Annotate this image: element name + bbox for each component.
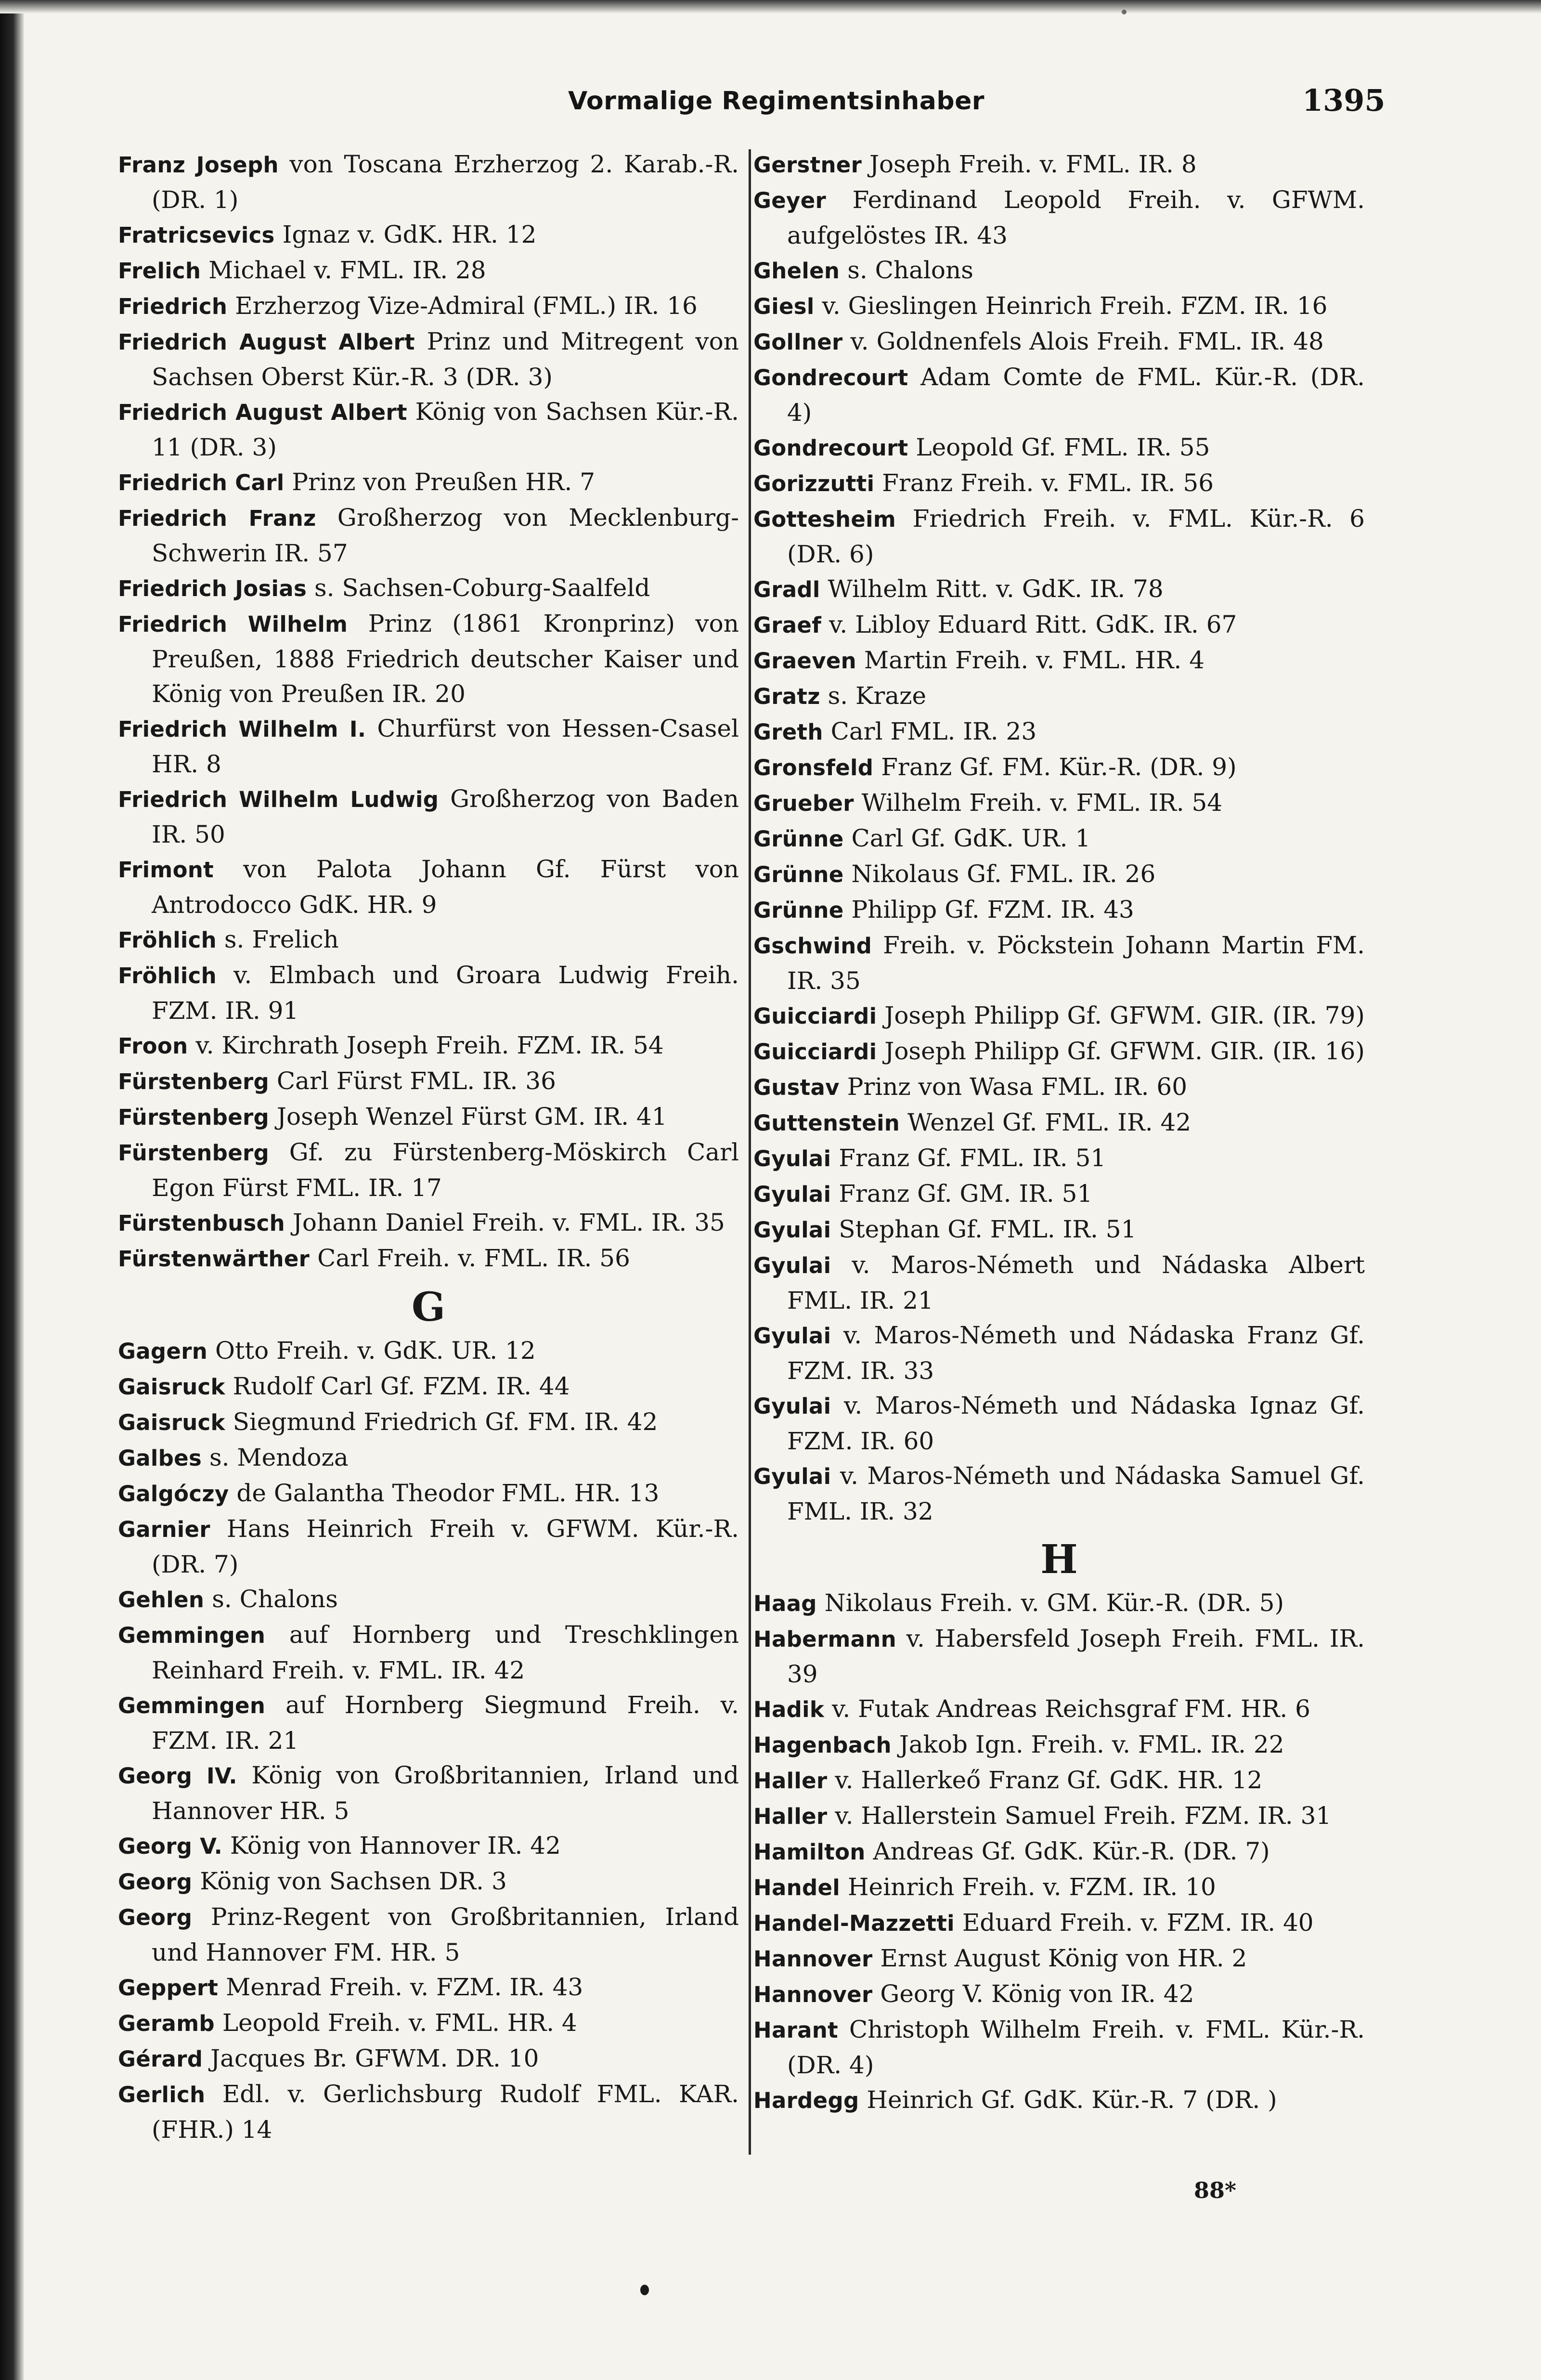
entry-headword: Gemmingen (118, 1693, 266, 1718)
entry-headword: Guttenstein (753, 1110, 900, 1136)
index-entry (753, 288, 1365, 324)
scan-edge-shadow (0, 0, 24, 2380)
index-entry (118, 1333, 739, 1369)
index-entry (753, 1141, 1365, 1176)
index-entry (118, 1828, 739, 1864)
index-entry (118, 571, 739, 606)
index-entry (753, 785, 1365, 821)
signature-mark: 88* (1194, 2177, 1237, 2203)
entry-text: Eduard Freih. v. FZM. IR. 40 (962, 1909, 1314, 1937)
entry-headword: Harant (753, 2017, 838, 2043)
entry-headword: Geyer (753, 188, 827, 213)
entry-headword: Haller (753, 1804, 828, 1829)
index-entry (118, 711, 739, 781)
index-entry (753, 998, 1365, 1034)
entry-text: Friedrich Freih. v. FML. Kür.-R. 6 (DR. 6) (787, 505, 1365, 568)
entry-headword: Georg (118, 1869, 193, 1895)
entry-headword: Hamilton (753, 1839, 866, 1865)
entry-headword: Gyulai (753, 1217, 831, 1243)
entry-headword: Friedrich Franz (118, 506, 316, 531)
entry-text: Jakob Ign. Freih. v. FML. IR. 22 (899, 1730, 1284, 1758)
entry-text: Jacques Br. GFWM. DR. 10 (210, 2044, 539, 2072)
running-head: Vormalige Regimentsinhaber (568, 87, 985, 116)
index-entry (753, 714, 1365, 750)
index-entry (753, 678, 1365, 714)
entry-headword: Garnier (118, 1517, 210, 1542)
entry-text: König von Großbritannien, Irland und Hannover HR. 5 (152, 1761, 739, 1825)
entry-text: Joseph Wenzel Fürst GM. IR. 41 (276, 1103, 667, 1131)
entry-headword: Fröhlich (118, 927, 217, 953)
entry-text: auf Hornberg Siegmund Freih. v. FZM. IR. 21 (152, 1691, 739, 1755)
entry-text: Hans Heinrich Freih v. GFWM. Kür.-R. (DR. 7) (152, 1515, 739, 1578)
entry-headword: Fürstenberg (118, 1069, 270, 1094)
index-entry (118, 394, 739, 465)
section-letter-heading: H (1040, 1536, 1078, 1583)
entry-text: v. Kirchrath Joseph Freih. FZM. IR. 54 (195, 1031, 664, 1059)
index-entry (753, 1248, 1365, 1318)
entry-headword: Hardegg (753, 2088, 859, 2113)
entry-headword: Gaisruck (118, 1410, 225, 1435)
index-entry (118, 1440, 739, 1476)
entry-headword: Gollner (753, 329, 843, 355)
index-entry (753, 1870, 1365, 1905)
entry-text: s. Chalons (847, 256, 973, 284)
entry-text: Philipp Gf. FZM. IR. 43 (851, 896, 1134, 923)
entry-headword: Gradl (753, 577, 820, 602)
entry-text: Wilhelm Freih. v. FML. IR. 54 (861, 789, 1223, 817)
entry-text: Franz Gf. FM. Kür.-R. (DR. 9) (881, 753, 1237, 781)
entry-headword: Giesl (753, 294, 815, 319)
index-entry (753, 1977, 1365, 2012)
entry-headword: Gondrecourt (753, 365, 908, 390)
entry-headword: Froon (118, 1033, 188, 1059)
entry-headword: Gratz (753, 684, 820, 709)
entry-text: v. Hallerkeő Franz Gf. GdK. HR. 12 (835, 1766, 1263, 1794)
entry-headword: Greth (753, 719, 823, 745)
entry-headword: Gondrecourt (753, 435, 908, 461)
entry-headword: Gyulai (753, 1323, 831, 1349)
entry-text: Franz Gf. GM. IR. 51 (839, 1180, 1093, 1208)
entry-text: v. Maros-Németh und Nádaska Albert FML. IR. 21 (787, 1251, 1365, 1314)
entry-text: Andreas Gf. GdK. Kür.-R. (DR. 7) (873, 1837, 1270, 1865)
entry-headword: Graef (753, 612, 822, 638)
entry-text: Prinz von Wasa FML. IR. 60 (847, 1073, 1188, 1101)
entry-headword: Gyulai (753, 1253, 831, 1278)
entry-text: Joseph Freih. v. FML. IR. 8 (869, 150, 1197, 178)
entry-text: Georg V. König von IR. 42 (880, 1980, 1194, 2008)
entry-text: v. Maros-Németh und Nádaska Franz Gf. FZM. IR. 33 (787, 1321, 1365, 1385)
index-entry (753, 1727, 1365, 1763)
entry-text: Heinrich Gf. GdK. Kür.-R. 7 (DR. ) (867, 2086, 1277, 2114)
entry-text: v. Maros-Németh und Nádaska Ignaz Gf. FZM. IR. 60 (787, 1392, 1365, 1455)
entry-text: König von Hannover IR. 42 (230, 1832, 561, 1860)
entry-headword: Friedrich Wilhelm I. (118, 716, 366, 742)
entry-text: Michael v. FML. IR. 28 (208, 256, 486, 284)
index-entry (118, 2077, 739, 2147)
entry-headword: Fürstenberg (118, 1140, 270, 1166)
entry-headword: Fürstenwärther (118, 1246, 310, 1272)
entry-text: Joseph Philipp Gf. GFWM. GIR. (IR. 16) (884, 1037, 1365, 1065)
index-entry (118, 922, 739, 958)
entry-headword: Galgóczy (118, 1481, 229, 1507)
entry-headword: Grünne (753, 897, 844, 923)
entry-headword: Geppert (118, 1975, 219, 2001)
entry-headword: Gyulai (753, 1464, 831, 1489)
entry-headword: Friedrich August Albert (118, 400, 407, 425)
entry-text: Martin Freih. v. FML. HR. 4 (864, 646, 1205, 674)
index-entry (753, 1318, 1365, 1388)
index-entry (753, 1905, 1365, 1941)
index-entry (753, 360, 1365, 430)
entry-text: Otto Freih. v. GdK. UR. 12 (215, 1337, 536, 1365)
entry-headword: Franz Joseph (118, 152, 279, 178)
index-entry (118, 781, 739, 852)
entry-text: v. Libloy Eduard Ritt. GdK. IR. 67 (829, 611, 1237, 638)
index-entry (753, 1763, 1365, 1798)
entry-text: König von Sachsen DR. 3 (200, 1867, 507, 1895)
entry-text: v. Hallerstein Samuel Freih. FZM. IR. 31 (835, 1802, 1332, 1830)
entry-headword: Gustav (753, 1075, 840, 1100)
entry-headword: Hadik (753, 1697, 825, 1722)
index-entry (118, 1405, 739, 1440)
entry-text: Edl. v. Gerlichsburg Rudolf FML. KAR. (FHR.) 14 (152, 2080, 739, 2144)
index-entry (753, 1691, 1365, 1727)
index-entry (118, 147, 739, 217)
index-entry (118, 1241, 739, 1276)
entry-headword: Friedrich Carl (118, 470, 285, 495)
entry-headword: Hagenbach (753, 1732, 892, 1758)
entry-text: König von Sachsen Kür.-R. 11 (DR. 3) (152, 398, 739, 461)
entry-text: de Galantha Theodor FML. HR. 13 (236, 1479, 660, 1507)
entry-text: Großherzog von Mecklenburg-Schwerin IR. 57 (152, 504, 739, 567)
index-entry (753, 1834, 1365, 1870)
entry-text: Adam Comte de FML. Kür.-R. (DR. 4) (787, 363, 1365, 427)
index-entry (118, 2041, 739, 2077)
index-entry (753, 1941, 1365, 1977)
index-entry (753, 1388, 1365, 1458)
entry-headword: Gerstner (753, 152, 862, 178)
entry-headword: Haller (753, 1768, 828, 1794)
entry-text: v. Habersfeld Joseph Freih. FML. IR. 39 (787, 1625, 1365, 1688)
entry-headword: Gerlich (118, 2082, 206, 2107)
index-entry (118, 217, 739, 253)
entry-headword: Guicciardi (753, 1003, 877, 1029)
entry-text: Heinrich Freih. v. FZM. IR. 10 (847, 1873, 1216, 1901)
entry-headword: Friedrich (118, 294, 228, 319)
index-entry (118, 324, 739, 394)
entry-headword: Gehlen (118, 1587, 205, 1613)
entry-text: Prinz (1861 Kronprinz) von Preußen, 1888 Friedrich deutscher Kaiser und König von Preußen IR. 20 (152, 610, 739, 708)
entry-text: s. Chalons (212, 1585, 338, 1613)
entry-text: s. Kraze (828, 682, 927, 710)
entry-text: Christoph Wilhelm Freih. v. FML. Kür.-R. (DR. 4) (787, 2016, 1365, 2079)
index-entry (753, 1621, 1365, 1691)
index-entry (118, 288, 739, 324)
entry-headword: Hannover (753, 1982, 873, 2007)
entry-headword: Graeven (753, 648, 857, 674)
entry-text: Nikolaus Freih. v. GM. Kür.-R. (DR. 5) (824, 1589, 1284, 1617)
entry-headword: Gaisruck (118, 1374, 225, 1400)
section-letter-heading: G (411, 1284, 446, 1330)
entry-text: Siegmund Friedrich Gf. FM. IR. 42 (233, 1408, 658, 1436)
index-entry (118, 1064, 739, 1099)
index-entry (753, 1798, 1365, 1834)
entry-text: Erzherzog Vize-Admiral (FML.) IR. 16 (235, 292, 698, 320)
entry-text: Menrad Freih. v. FZM. IR. 43 (226, 1973, 583, 2001)
index-entry (753, 182, 1365, 253)
index-entry (753, 607, 1365, 643)
entry-text: Joseph Philipp Gf. GFWM. GIR. (IR. 79) (884, 1001, 1365, 1029)
entry-text: Nikolaus Gf. FML. IR. 26 (851, 860, 1156, 888)
entry-text: s. Frelich (224, 925, 339, 953)
index-entry (753, 1586, 1365, 1621)
index-entry (118, 1688, 739, 1758)
entry-text: v. Gieslingen Heinrich Freih. FZM. IR. 16 (822, 292, 1328, 320)
index-entry (118, 1899, 739, 1970)
entry-headword: Grueber (753, 791, 854, 816)
entry-headword: Gyulai (753, 1182, 831, 1207)
entry-text: Prinz von Preußen HR. 7 (292, 468, 596, 496)
entry-headword: Habermann (753, 1626, 896, 1652)
page-number: 1395 (1302, 83, 1386, 118)
entry-text: Ferdinand Leopold Freih. v. GFWM. aufgelöstes IR. 43 (787, 186, 1365, 249)
entry-text: Leopold Freih. v. FML. HR. 4 (222, 2009, 577, 2037)
right-column (753, 147, 1365, 2118)
entry-headword: Georg (118, 1905, 193, 1930)
entry-text: Ernst August König von HR. 2 (880, 1944, 1247, 1972)
index-entry (753, 1034, 1365, 1069)
entry-text: Carl Gf. GdK. UR. 1 (851, 824, 1091, 852)
entry-text: Leopold Gf. FML. IR. 55 (916, 433, 1210, 461)
index-entry (118, 606, 739, 711)
index-entry (753, 572, 1365, 607)
index-entry (753, 750, 1365, 785)
entry-text: Großherzog von Baden IR. 50 (152, 785, 739, 848)
index-entry (753, 430, 1365, 466)
entry-headword: Friedrich Josias (118, 576, 307, 601)
entry-headword: Grünne (753, 862, 844, 887)
entry-text: s. Sachsen-Coburg-Saalfeld (314, 574, 650, 602)
entry-text: Carl Fürst FML. IR. 36 (276, 1067, 556, 1095)
index-entry (753, 892, 1365, 928)
entry-text: Wilhelm Ritt. v. GdK. IR. 78 (828, 575, 1164, 603)
entry-headword: Gorizzutti (753, 471, 875, 496)
entry-headword: Gyulai (753, 1393, 831, 1419)
index-entry (753, 1069, 1365, 1105)
entry-headword: Haag (753, 1591, 817, 1616)
entry-text: Wenzel Gf. FML. IR. 42 (907, 1108, 1191, 1136)
index-entry (753, 501, 1365, 572)
entry-headword: Ghelen (753, 258, 840, 284)
entry-headword: Gagern (118, 1339, 208, 1364)
entry-text: s. Mendoza (209, 1444, 349, 1471)
entry-headword: Friedrich Wilhelm Ludwig (118, 787, 439, 812)
index-entry (118, 1864, 739, 1899)
entry-text: Freih. v. Pöckstein Johann Martin FM. IR. 35 (787, 931, 1365, 995)
entry-headword: Grünne (753, 826, 844, 852)
index-entry (118, 852, 739, 922)
entry-headword: Gérard (118, 2046, 203, 2072)
entry-text: Prinz und Mitregent von Sachsen Oberst Kür.-R. 3 (DR. 3) (152, 327, 739, 391)
entry-text: v. Futak Andreas Reichsgraf FM. HR. 6 (832, 1695, 1310, 1723)
index-entry (118, 1205, 739, 1241)
entry-headword: Frelich (118, 258, 201, 284)
index-entry (753, 2082, 1365, 2118)
index-entry (753, 857, 1365, 892)
entry-headword: Handel (753, 1875, 841, 1900)
entry-text: Ignaz v. GdK. HR. 12 (282, 221, 537, 248)
entry-text: Carl Freih. v. FML. IR. 56 (317, 1244, 630, 1272)
index-entry (118, 500, 739, 571)
index-entry (118, 1135, 739, 1205)
entry-headword: Fürstenbusch (118, 1210, 285, 1236)
index-entry (118, 253, 739, 288)
entry-text: Franz Freih. v. FML. IR. 56 (882, 469, 1214, 497)
entry-text: Carl FML. IR. 23 (830, 717, 1037, 745)
entry-text: Franz Gf. FML. IR. 51 (839, 1144, 1106, 1172)
entry-headword: Fröhlich (118, 963, 217, 988)
index-entry (118, 465, 739, 500)
entry-headword: Gschwind (753, 933, 872, 959)
entry-text: Stephan Gf. FML. IR. 51 (839, 1215, 1137, 1243)
dust-speck (640, 2285, 649, 2295)
entry-headword: Handel-Mazzetti (753, 1911, 955, 1936)
entry-text: Johann Daniel Freih. v. FML. IR. 35 (292, 1209, 725, 1236)
entry-headword: Gyulai (753, 1146, 831, 1171)
entry-headword: Friedrich Wilhelm (118, 611, 348, 637)
entry-text: von Toscana Erzherzog 2. Karab.-R. (DR. 1) (152, 150, 739, 214)
entry-headword: Fürstenberg (118, 1105, 270, 1130)
index-entry (118, 1099, 739, 1135)
entry-headword: Geramb (118, 2011, 215, 2036)
entry-headword: Hannover (753, 1946, 873, 1972)
index-entry (753, 1458, 1365, 1529)
entry-text: auf Hornberg und Treschklingen Reinhard Freih. v. FML. IR. 42 (152, 1621, 739, 1684)
index-entry (753, 466, 1365, 501)
entry-headword: Friedrich August Albert (118, 329, 415, 355)
entry-headword: Guicciardi (753, 1039, 877, 1065)
entry-text: v. Goldnenfels Alois Freih. FML. IR. 48 (850, 327, 1324, 355)
index-entry (118, 1582, 739, 1617)
entry-text: v. Elmbach und Groara Ludwig Freih. FZM. IR. 91 (152, 961, 739, 1025)
entry-text: von Palota Johann Gf. Fürst von Antrodocco GdK. HR. 9 (152, 855, 739, 919)
index-entry (118, 2005, 739, 2041)
index-entry (753, 928, 1365, 998)
entry-text: Prinz-Regent von Großbritannien, Irland und Hannover FM. HR. 5 (152, 1903, 739, 1966)
entry-text: v. Maros-Németh und Nádaska Samuel Gf. FML. IR. 32 (787, 1462, 1365, 1525)
index-entry (118, 958, 739, 1028)
index-entry (753, 324, 1365, 360)
left-column (118, 147, 739, 2147)
index-entry (118, 1369, 739, 1405)
entry-headword: Frimont (118, 857, 214, 883)
index-entry (118, 1970, 739, 2005)
entry-headword: Gronsfeld (753, 755, 874, 780)
index-entry (753, 1212, 1365, 1248)
entry-headword: Fratricsevics (118, 222, 275, 248)
index-entry (753, 643, 1365, 678)
entry-headword: Gemmingen (118, 1623, 266, 1648)
scan-top-shadow (0, 0, 1541, 13)
index-entry (118, 1511, 739, 1582)
index-entry (118, 1758, 739, 1828)
entry-headword: Galbes (118, 1445, 202, 1471)
index-entry (753, 821, 1365, 857)
index-entry (753, 147, 1365, 182)
entry-text: Rudolf Carl Gf. FZM. IR. 44 (233, 1372, 570, 1400)
index-entry (753, 2012, 1365, 2082)
index-entry (753, 253, 1365, 288)
entry-headword: Georg IV. (118, 1763, 237, 1789)
entry-text: Churfürst von Hessen-Csasel HR. 8 (152, 715, 739, 778)
dust-speck (1122, 10, 1127, 14)
index-entry (753, 1176, 1365, 1212)
index-entry (118, 1476, 739, 1511)
entry-text: Gf. zu Fürstenberg-Möskirch Carl Egon Fürst FML. IR. 17 (152, 1138, 739, 1202)
column-divider (749, 149, 751, 2155)
entry-headword: Gottesheim (753, 507, 896, 532)
entry-headword: Georg V. (118, 1834, 222, 1859)
index-entry (118, 1617, 739, 1688)
index-entry (118, 1028, 739, 1064)
index-entry (753, 1105, 1365, 1141)
